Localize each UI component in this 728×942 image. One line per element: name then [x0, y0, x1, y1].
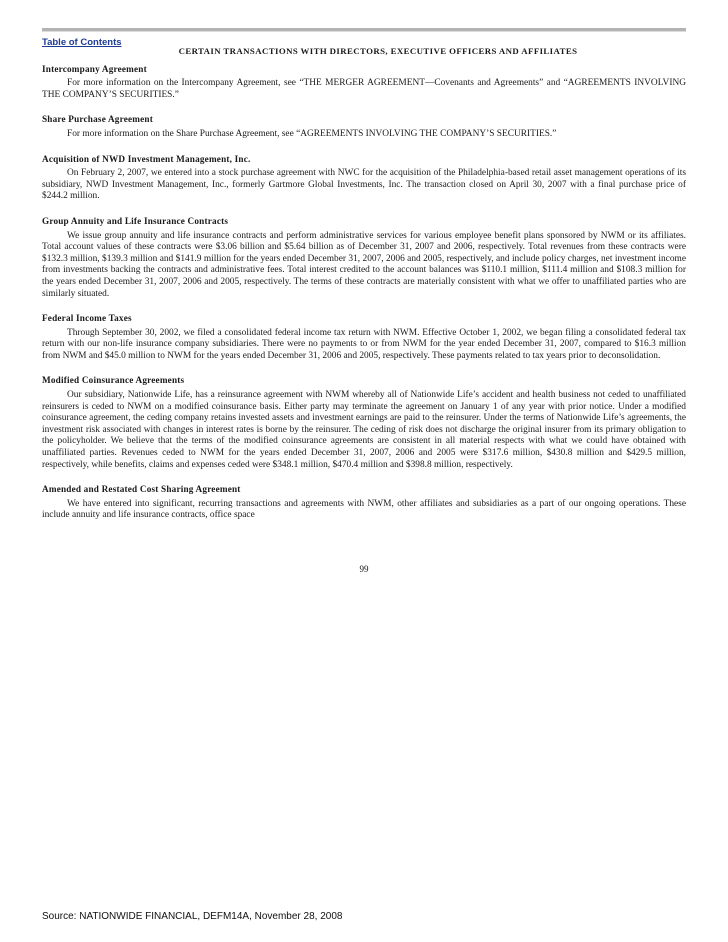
source-footer: Source: NATIONWIDE FINANCIAL, DEFM14A, November 28, 2008 — [42, 911, 343, 922]
document-body — [42, 46, 686, 535]
section-modified-coinsurance — [42, 375, 686, 471]
section-heading: Federal Income Taxes — [42, 313, 132, 324]
section-heading: Group Annuity and Life Insurance Contracts — [42, 215, 229, 226]
top-divider — [42, 28, 686, 32]
section-share-purchase-agreement — [42, 114, 686, 140]
section-heading: Intercompany Agreement — [42, 63, 147, 74]
section-heading: Acquisition of NWD Investment Management, Inc. — [42, 153, 251, 164]
section-heading: Share Purchase Agreement — [42, 114, 153, 125]
section-cost-sharing-agreement — [42, 484, 686, 522]
section-intercompany-agreement — [42, 64, 686, 102]
section-paragraph: For more information on the Intercompany Agreement, see “THE MERGER AGREEMENT—Covenants and Agreements” and “AGREEMENTS INVOLVING THE COMPANY’S SECURITIES.” — [42, 78, 686, 100]
section-paragraph: For more information on the Share Purchase Agreement, see “AGREEMENTS INVOLVING THE COMPANY’S SECURITIES.” — [67, 128, 557, 139]
table-of-contents-link[interactable]: Table of Contents — [42, 37, 122, 48]
section-group-annuity-contracts — [42, 216, 686, 300]
section-paragraph: On February 2, 2007, we entered into a stock purchase agreement with NWC for the acquisition of the Philadelphia-based retail asset management operations of its subsidiary, NWD Investment Management, Inc., formerly Gartmore Global Investments, Inc. The transaction closed on April 30, 2007 with a final purchase price of $244.2 million. — [42, 168, 686, 202]
section-nwd-acquisition — [42, 154, 686, 203]
section-paragraph: Our subsidiary, Nationwide Life, has a reinsurance agreement with NWM whereby all of Nationwide Life’s accident and health business not ceded to unaffiliated reinsurers is ceded to NWM on a modified coinsurance basis. Either party may terminate the agreement on January 1 of any year with prior notice. Under a modified coinsurance agreement, the ceding company retains invested assets and investment earnings are paid to the reinsurer. Under the terms of Nationwide Life’s agreements, the investment risk associated with changes in interest rates is borne by the reinsurer. The ceding of risk does not discharge the original insurer from its primary obligation to the policyholder. We believe that the terms of the modified coinsurance agreements are consistent in all material respects with what we could have obtained with unaffiliated parties. Revenues ceded to NWM for the years ended December 31, 2007, 2006 and 2005 were $317.6 million, $430.8 million and $429.5 million, respectively, while benefits, claims and expenses ceded were $348.1 million, $470.4 million and $398.8 million, respectively. — [42, 390, 686, 470]
section-heading: Amended and Restated Cost Sharing Agreement — [42, 484, 241, 495]
section-heading: Modified Coinsurance Agreements — [42, 375, 185, 386]
section-paragraph: We issue group annuity and life insurance contracts and perform administrative services for various employee benefit plans sponsored by NWM or its affiliates. Total account values of these contracts were $3.06 billion and $5.64 billion as of December 31, 2007 and 2006, respectively. Total revenues from these contracts were $132.3 million, $139.3 million and $141.9 million for the years ended December 31, 2007, 2006 and 2005, respectively, and include policy charges, net investment income from investments backing the contracts and administrative fees. Total interest credited to the account balances was $110.1 million, $111.4 million and $108.3 million for the years ended December 31, 2007, 2006 and 2005, respectively. The terms of these contracts are materially consistent with what we offer to unaffiliated parties who are similarly situated. — [42, 230, 686, 299]
section-paragraph: We have entered into significant, recurring transactions and agreements with NWM, other affiliates and subsidiaries as a part of our ongoing operations. These include annuity and life insurance contracts, office space — [42, 498, 686, 521]
section-federal-income-taxes — [42, 313, 686, 362]
page-number: 99 — [359, 564, 369, 574]
section-paragraph: Through September 30, 2002, we filed a consolidated federal income tax return with NWM. Effective October 1, 2002, we began filing a consolidated federal tax return with our non-life insurance company subsidiaries. There were no payments to or from NWM for the year ended December 31, 2007, compared to $16.3 million from NWM and $45.0 million to NWM for the years ended December 31, 2006 and 2005, respectively. These payments related to tax years prior to deconsolidation. — [42, 327, 686, 361]
page-title: CERTAIN TRANSACTIONS WITH DIRECTORS, EXECUTIVE OFFICERS AND AFFILIATES — [178, 46, 578, 56]
